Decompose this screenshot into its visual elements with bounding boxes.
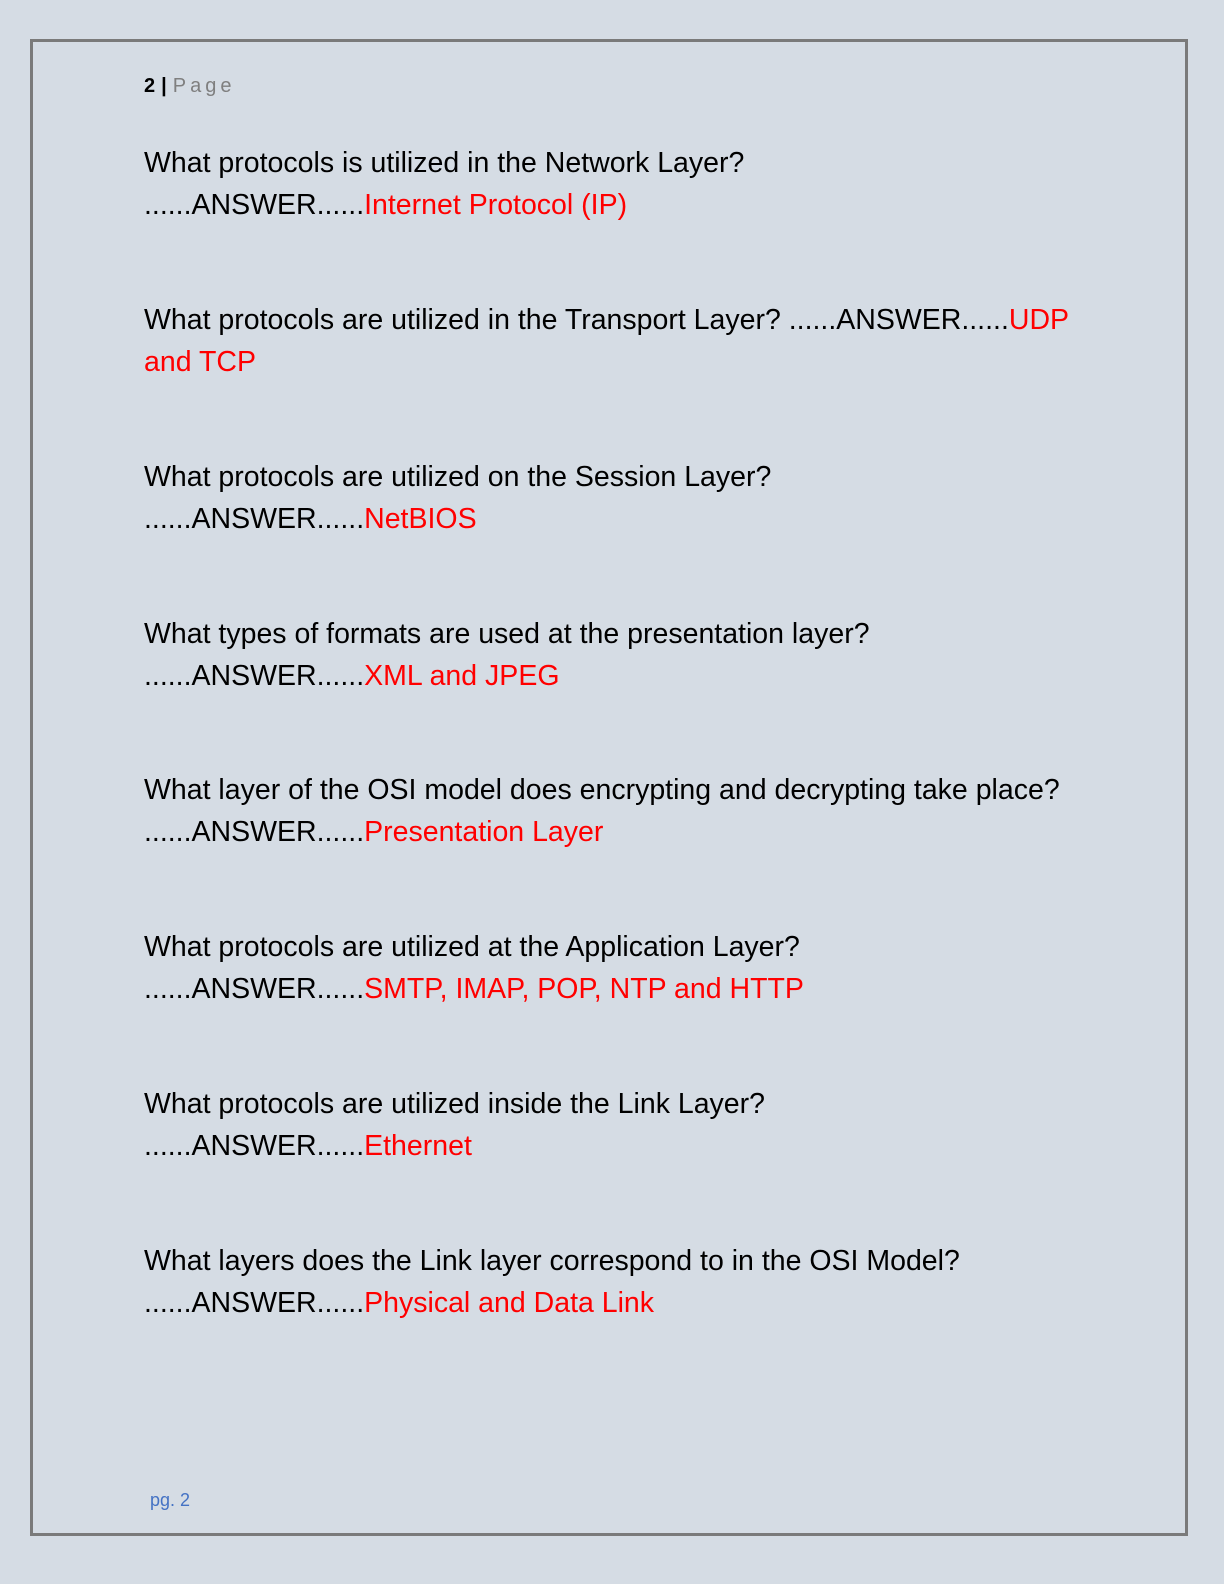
header-page-label: Page: [172, 75, 236, 97]
question-text: What protocols is utilized in the Network Layer?: [144, 147, 745, 179]
answer-text: SMTP, IMAP, POP, NTP and HTTP: [364, 973, 804, 1005]
qa-item-transport-layer: [144, 299, 1084, 383]
question-text: What layers does the Link layer correspond to in the OSI Model?: [144, 1245, 960, 1277]
question-text: What protocols are utilized at the Application Layer?: [144, 931, 800, 963]
answer-text: Presentation Layer: [364, 816, 604, 848]
qa-item-network-layer: [144, 142, 1084, 226]
qa-item-application-layer: [144, 926, 1084, 1010]
answer-text: UDP and TCP: [144, 304, 1069, 378]
answer-marker: ......ANSWER......: [144, 189, 365, 221]
answer-marker: ......ANSWER......: [144, 503, 365, 535]
question-text: What protocols are utilized inside the Link Layer?: [144, 1088, 766, 1120]
qa-item-encryption-layer: [144, 769, 1084, 853]
qa-item-osi-correspondence: [144, 1240, 1084, 1324]
answer-text: Internet Protocol (IP): [364, 189, 628, 221]
question-text: What layer of the OSI model does encrypting and decrypting take place?: [144, 774, 1060, 806]
answer-marker: ......ANSWER......: [144, 973, 365, 1005]
qa-item-link-layer: [144, 1083, 1084, 1167]
answer-marker: ......ANSWER......: [144, 816, 365, 848]
answer-marker: ......ANSWER......: [788, 304, 1009, 336]
qa-item-session-layer: [144, 456, 1084, 540]
question-text: What types of formats are used at the presentation layer?: [144, 618, 870, 650]
answer-marker: ......ANSWER......: [144, 660, 365, 692]
question-text: What protocols are utilized on the Session Layer?: [144, 461, 772, 493]
answer-text: Physical and Data Link: [364, 1287, 655, 1319]
header-page-number: 2: [144, 75, 156, 97]
answer-marker: ......ANSWER......: [144, 1287, 365, 1319]
answer-text: Ethernet: [364, 1130, 472, 1162]
page-header: [144, 72, 235, 100]
question-text: What protocols are utilized in the Transport Layer?: [144, 304, 789, 336]
header-separator: |: [161, 75, 167, 97]
answer-text: XML and JPEG: [364, 660, 560, 692]
qa-item-presentation-formats: [144, 613, 1084, 697]
answer-text: NetBIOS: [364, 503, 477, 535]
page-footer: pg. 2: [150, 1490, 191, 1510]
answer-marker: ......ANSWER......: [144, 1130, 365, 1162]
